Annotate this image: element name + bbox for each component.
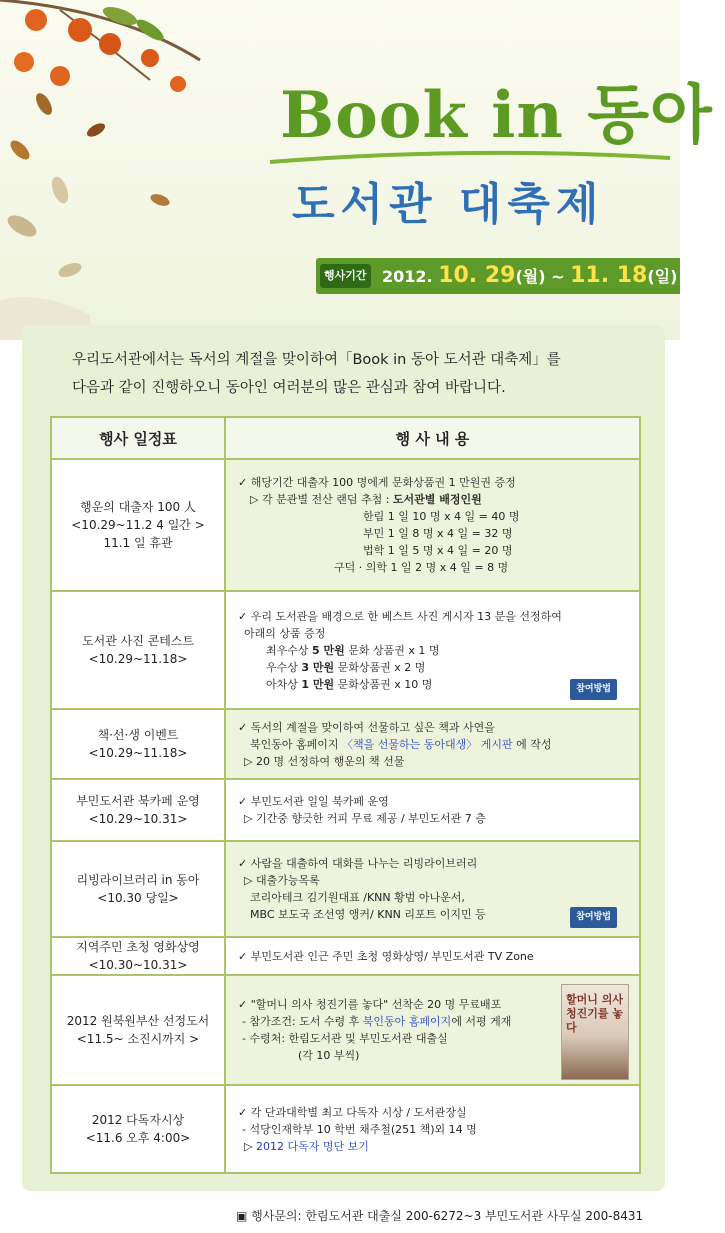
event-content: ✓ 독서의 계절을 맞이하여 선물하고 싶은 책과 사연을 북인동아 홈페이지 〈책을 선물하는 동아대생〉 게시판 에 작성 ▷ 20 명 선정하여 행운의 책 선물 (225, 709, 640, 779)
top-readers-list-link[interactable]: 2012 다독자 명단 보기 (255, 1139, 369, 1153)
event-name: 2012 원북원부산 선정도서 <11.5~ 소진시까지 > (51, 975, 225, 1085)
event-content: ✓ 부민도서관 일일 북카페 운영 ▷ 기간중 향긋한 커피 무료 제공 / 부민도서관 7 층 (225, 779, 640, 841)
table-row (51, 779, 640, 841)
event-content: ✓ 부민도서관 인근 주민 초청 영화상영/ 부민도서관 TV Zone (225, 937, 640, 975)
contact-footer: ▣ 행사문의: 한림도서관 대출실 200-6272~3 부민도서관 사무실 200-8431 (236, 1209, 644, 1223)
event-name: 지역주민 초청 영화상영 <10.30~10.31> (51, 937, 225, 975)
event-content: ✓ 각 단과대학별 최고 다독자 시상 / 도서관장실 - 석당인재학부 10 학번 채주철(251 책)외 14 명 ▷ 2012 다독자 명단 보기 (225, 1085, 640, 1173)
event-content: ✓ "할머니 의사 청진기를 놓다" 선착순 20 명 무료배포 - 참가조건: 도서 수령 후 북인동아 홈페이지에 서평 게재 - 수령처: 한림도서관 및 부민도서관 대출실 (각 10 부씩) 할머니 의사 청진기를 놓다 (225, 975, 640, 1085)
header-banner (0, 0, 725, 340)
col-content-header: 행 사 내 용 (225, 417, 640, 459)
event-schedule-table (50, 416, 641, 1174)
bookin-donga-homepage-link[interactable]: 북인동아 홈페이지 (362, 1015, 452, 1028)
event-name: 책·선·생 이벤트 <10.29~11.18> (51, 709, 225, 779)
title-underline-swoosh (270, 148, 670, 168)
table-row (51, 975, 640, 1085)
event-name: 리빙라이브러리 in 동아 <10.30 당일> (51, 841, 225, 937)
how-to-participate-button[interactable]: 참여방법 (570, 907, 617, 928)
intro-line-2: 다음과 같이 진행하오니 동아인 여러분의 많은 관심과 참여 바랍니다. (72, 380, 506, 396)
event-title: Book in 동아 (280, 78, 713, 153)
table-row (51, 937, 640, 975)
intro-text (72, 346, 652, 402)
event-subtitle: 도서관 대축제 (292, 179, 605, 230)
event-name: 2012 다독자시상 <11.6 오후 4:00> (51, 1085, 225, 1173)
autumn-leaves-illustration (0, 0, 260, 340)
event-period-bar (316, 258, 725, 294)
period-tag: 행사기간 (320, 264, 371, 288)
table-header-row (51, 417, 640, 459)
event-name: 부민도서관 북카페 운영 <10.29~10.31> (51, 779, 225, 841)
gift-book-board-link[interactable]: 〈책을 선물하는 동아대생〉 게시판 (342, 737, 513, 751)
event-content: ✓ 우리 도서관을 배경으로 한 베스트 사진 게시자 13 분을 선정하여 아래의 상품 증정 최우수상 5 만원 문화 상품권 x 1 명 우수상 3 만원 문화상품권 x 2 명 아차상 1 만원 문화상품권 x 10 명 참여방법 (225, 591, 640, 709)
event-content: ✓ 사람을 대출하여 대화를 나누는 리빙라이브러리 ▷ 대출가능목록 코리아테크 김기원대표 /KNN 황범 아나운서, MBC 보도국 조선영 앵커/ KNN 리포트 이지민 등 참여방법 (225, 841, 640, 937)
col-schedule-header: 행사 일정표 (51, 417, 225, 459)
how-to-participate-button[interactable]: 참여방법 (570, 679, 617, 700)
event-name: 도서관 사진 콘테스트 <10.29~11.18> (51, 591, 225, 709)
table-row (51, 709, 640, 779)
period-dates: 2012. 10. 29(월) ~ 11. 18(일) 3주간 (382, 263, 725, 288)
table-row (51, 841, 640, 937)
intro-line-1: 우리도서관에서는 독서의 계절을 맞이하여「Book in 동아 도서관 대축제」를 (72, 352, 561, 368)
table-row (51, 591, 640, 709)
table-row (51, 1085, 640, 1173)
book-cover-image: 할머니 의사 청진기를 놓다 (561, 984, 629, 1080)
table-row (51, 459, 640, 591)
event-name: 행운의 대출자 100 人 <10.29~11.2 4 일간 > 11.1 일 휴관 (51, 459, 225, 591)
event-content: ✓ 해당기간 대출자 100 명에게 문화상품권 1 만원권 증정 ▷ 각 분관별 전산 랜덤 추첨 : 도서관별 배정인원 한림 1 일 10 명 x 4 일 = 40 명 부민 1 일 8 명 x 4 일 = 32 명 법학 1 일 5 명 x 4 일 = 20 명 구덕 · 의학 1 일 2 명 x 4 일 = 8 명 (225, 459, 640, 591)
